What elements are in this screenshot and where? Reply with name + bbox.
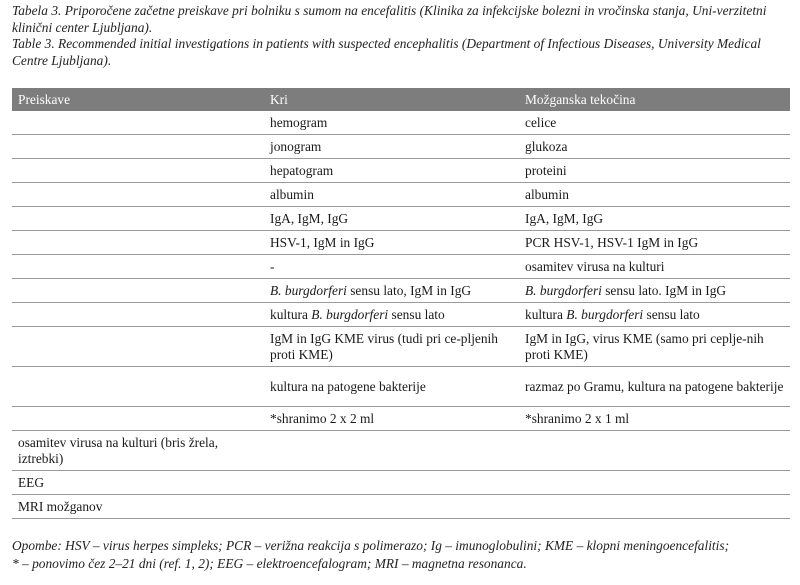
cell-kri [264, 279, 519, 303]
cell-kri: HSV-1, IgM in IgG [264, 231, 519, 255]
cell-preiskave [12, 407, 264, 431]
cell-preiskave [12, 159, 264, 183]
cell-preiskave [12, 135, 264, 159]
table-row [12, 231, 790, 255]
cell-preiskave [12, 231, 264, 255]
investigations-table [12, 88, 790, 519]
cell-kri: jonogram [264, 135, 519, 159]
table-row [12, 159, 790, 183]
species-name: B. burgdorferi [270, 282, 347, 298]
cell-kri [264, 303, 519, 327]
species-suffix: sensu lato [388, 306, 445, 322]
table-notes [12, 537, 792, 573]
table-row [12, 407, 790, 431]
cell-mozganska-tekocina: glukoza [519, 135, 790, 159]
species-name: B. burgdorferi [566, 306, 644, 322]
table-row [12, 207, 790, 231]
cell-kri [264, 495, 519, 519]
table-row [12, 111, 790, 135]
cell-kri [264, 471, 519, 495]
cell-preiskave: MRI možganov [12, 495, 264, 519]
table-row [12, 471, 790, 495]
table-caption [12, 3, 790, 69]
species-name: B. burgdorferi [311, 306, 389, 322]
culture-prefix: kultura [270, 306, 312, 322]
notes-line-1: Opombe: HSV – virus herpes simpleks; PCR – verižna reakcija s polimerazo; Ig – imunoglobulini; KME – klopni meningoencefalitis; [12, 538, 730, 553]
cell-kri: IgM in IgG KME virus (tudi pri ce-pljenih proti KME) [264, 327, 519, 367]
cell-kri [264, 431, 519, 471]
header-preiskave: Preiskave [12, 88, 264, 111]
species-suffix: sensu lato [643, 306, 700, 322]
cell-mozganska-tekocina [519, 303, 790, 327]
cell-mozganska-tekocina [519, 471, 790, 495]
table-row [12, 327, 790, 367]
species-suffix: sensu lato. IgM in IgG [601, 282, 727, 298]
table-header-row [12, 88, 790, 111]
cell-preiskave: EEG [12, 471, 264, 495]
cell-kri: hepatogram [264, 159, 519, 183]
table-row [12, 431, 790, 471]
caption-english: Table 3. Recommended initial investigations in patients with suspected encephalitis (Department of Infectious Diseases, University Medical Centre Ljubljana). [12, 36, 761, 68]
header-kri: Kri [264, 88, 519, 111]
cell-mozganska-tekocina: osamitev virusa na kulturi [519, 255, 790, 279]
table-row [12, 279, 790, 303]
cell-kri: - [264, 255, 519, 279]
cell-kri: albumin [264, 183, 519, 207]
cell-preiskave [12, 327, 264, 367]
cell-preiskave [12, 111, 264, 135]
cell-kri: *shranimo 2 x 2 ml [264, 407, 519, 431]
cell-mozganska-tekocina [519, 279, 790, 303]
species-suffix: sensu lato, IgM in IgG [346, 282, 472, 298]
caption-slovenian: Tabela 3. Priporočene začetne preiskave pri bolniku s sumom na encefalitis (Klinika za infekcijske bolezni in vročinska stanja, Uni-verzitetni klinični center Ljubljana). [12, 3, 767, 35]
cell-kri: kultura na patogene bakterije [264, 367, 519, 407]
table-row [12, 135, 790, 159]
cell-mozganska-tekocina: *shranimo 2 x 1 ml [519, 407, 790, 431]
cell-mozganska-tekocina: IgM in IgG, virus KME (samo pri ceplje-nih proti KME) [519, 327, 790, 367]
cell-mozganska-tekocina: celice [519, 111, 790, 135]
cell-mozganska-tekocina [519, 495, 790, 519]
cell-mozganska-tekocina: razmaz po Gramu, kultura na patogene bakterije [519, 367, 790, 407]
cell-kri: IgA, IgM, IgG [264, 207, 519, 231]
cell-preiskave: osamitev virusa na kulturi (bris žrela, iztrebki) [12, 431, 264, 471]
cell-mozganska-tekocina: proteini [519, 159, 790, 183]
cell-preiskave [12, 279, 264, 303]
cell-mozganska-tekocina: PCR HSV-1, HSV-1 IgM in IgG [519, 231, 790, 255]
cell-mozganska-tekocina: albumin [519, 183, 790, 207]
cell-preiskave [12, 303, 264, 327]
table-row [12, 495, 790, 519]
cell-mozganska-tekocina: IgA, IgM, IgG [519, 207, 790, 231]
cell-mozganska-tekocina [519, 431, 790, 471]
cell-preiskave [12, 207, 264, 231]
table-row [12, 303, 790, 327]
culture-prefix: kultura [525, 306, 567, 322]
table-row [12, 183, 790, 207]
cell-preiskave [12, 367, 264, 407]
cell-preiskave [12, 255, 264, 279]
species-name: B. burgdorferi [525, 282, 602, 298]
cell-kri: hemogram [264, 111, 519, 135]
notes-line-2: * – ponovimo čez 2–21 dni (ref. 1, 2); EEG – elektroencefalogram; MRI – magnetna resonanca. [12, 556, 527, 571]
cell-preiskave [12, 183, 264, 207]
table-row [12, 255, 790, 279]
header-mozganska-tekocina: Možganska tekočina [519, 88, 790, 111]
table-row [12, 367, 790, 407]
